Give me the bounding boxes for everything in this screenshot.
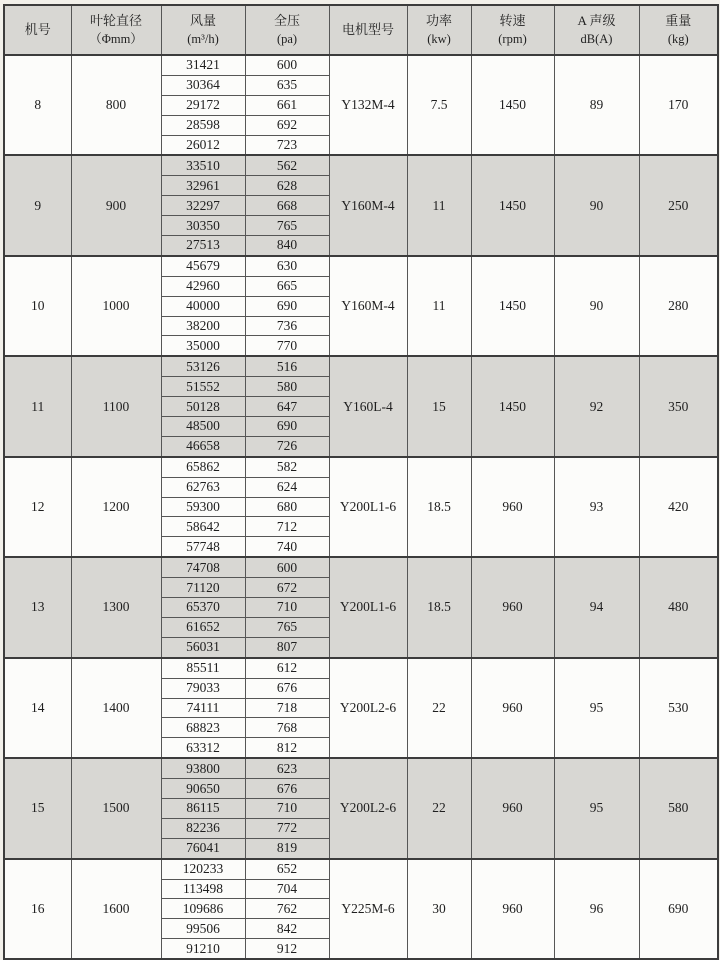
cell-air-volume: 32961 (161, 176, 245, 196)
table-row (4, 758, 718, 778)
header-label: 功率 (425, 12, 452, 28)
header-total-pressure (245, 5, 329, 55)
cell-air-volume: 113498 (161, 879, 245, 899)
cell-total-pressure: 840 (245, 236, 329, 256)
cell-impeller-diameter: 1400 (71, 658, 161, 758)
cell-air-volume: 28598 (161, 115, 245, 135)
cell-power: 22 (407, 658, 471, 758)
cell-total-pressure: 770 (245, 336, 329, 356)
cell-total-pressure: 623 (245, 758, 329, 778)
cell-speed: 960 (471, 658, 554, 758)
cell-motor-model: Y160L-4 (329, 356, 407, 456)
cell-air-volume: 90650 (161, 779, 245, 799)
cell-power: 18.5 (407, 457, 471, 557)
cell-power: 18.5 (407, 557, 471, 657)
header-air-volume (161, 5, 245, 55)
cell-motor-model: Y200L1-6 (329, 457, 407, 557)
cell-motor-model: Y225M-6 (329, 859, 407, 959)
cell-speed: 1450 (471, 155, 554, 255)
cell-total-pressure: 712 (245, 517, 329, 537)
cell-air-volume: 62763 (161, 477, 245, 497)
cell-motor-model: Y132M-4 (329, 55, 407, 155)
table-row (4, 557, 718, 577)
cell-impeller-diameter: 1600 (71, 859, 161, 959)
cell-motor-model: Y200L2-6 (329, 658, 407, 758)
cell-air-volume: 82236 (161, 818, 245, 838)
cell-machine-no: 11 (4, 356, 71, 456)
cell-air-volume: 85511 (161, 658, 245, 678)
cell-sound-level: 89 (554, 55, 639, 155)
cell-total-pressure: 842 (245, 919, 329, 939)
cell-total-pressure: 672 (245, 578, 329, 598)
cell-sound-level: 93 (554, 457, 639, 557)
cell-speed: 960 (471, 457, 554, 557)
cell-machine-no: 8 (4, 55, 71, 155)
cell-impeller-diameter: 900 (71, 155, 161, 255)
cell-speed: 960 (471, 758, 554, 858)
cell-air-volume: 35000 (161, 336, 245, 356)
cell-air-volume: 71120 (161, 578, 245, 598)
cell-total-pressure: 710 (245, 798, 329, 818)
cell-total-pressure: 726 (245, 436, 329, 456)
cell-total-pressure: 582 (245, 457, 329, 477)
cell-speed: 960 (471, 859, 554, 959)
cell-air-volume: 31421 (161, 55, 245, 75)
cell-motor-model: Y200L1-6 (329, 557, 407, 657)
cell-air-volume: 93800 (161, 758, 245, 778)
cell-impeller-diameter: 1000 (71, 256, 161, 356)
cell-weight: 480 (639, 557, 718, 657)
cell-total-pressure: 628 (245, 176, 329, 196)
cell-total-pressure: 516 (245, 356, 329, 376)
cell-weight: 580 (639, 758, 718, 858)
cell-impeller-diameter: 1300 (71, 557, 161, 657)
cell-air-volume: 58642 (161, 517, 245, 537)
cell-total-pressure: 630 (245, 256, 329, 276)
fan-spec-table-container (3, 4, 719, 960)
cell-total-pressure: 740 (245, 537, 329, 557)
cell-total-pressure: 600 (245, 55, 329, 75)
header-unit: (rpm) (498, 32, 527, 47)
cell-machine-no: 13 (4, 557, 71, 657)
header-label: 风量 (189, 12, 216, 28)
cell-air-volume: 86115 (161, 798, 245, 818)
header-label: 电机型号 (341, 21, 394, 37)
cell-air-volume: 53126 (161, 356, 245, 376)
cell-air-volume: 99506 (161, 919, 245, 939)
table-row (4, 658, 718, 678)
header-impeller-diameter (71, 5, 161, 55)
cell-air-volume: 65370 (161, 598, 245, 618)
cell-weight: 690 (639, 859, 718, 959)
cell-air-volume: 33510 (161, 155, 245, 175)
header-unit: （Φmm） (89, 32, 143, 47)
cell-weight: 280 (639, 256, 718, 356)
cell-air-volume: 76041 (161, 838, 245, 858)
cell-total-pressure: 690 (245, 417, 329, 437)
cell-air-volume: 30350 (161, 216, 245, 236)
cell-air-volume: 26012 (161, 135, 245, 155)
cell-total-pressure: 624 (245, 477, 329, 497)
header-unit: (kw) (427, 32, 451, 47)
cell-air-volume: 63312 (161, 738, 245, 758)
cell-total-pressure: 680 (245, 497, 329, 517)
cell-air-volume: 30364 (161, 75, 245, 95)
cell-air-volume: 79033 (161, 678, 245, 698)
table-body (4, 55, 718, 959)
cell-total-pressure: 665 (245, 276, 329, 296)
cell-speed: 1450 (471, 356, 554, 456)
cell-power: 7.5 (407, 55, 471, 155)
cell-sound-level: 90 (554, 256, 639, 356)
cell-total-pressure: 762 (245, 899, 329, 919)
cell-air-volume: 91210 (161, 939, 245, 959)
cell-air-volume: 57748 (161, 537, 245, 557)
cell-total-pressure: 612 (245, 658, 329, 678)
cell-sound-level: 90 (554, 155, 639, 255)
cell-power: 30 (407, 859, 471, 959)
cell-total-pressure: 723 (245, 135, 329, 155)
cell-speed: 1450 (471, 55, 554, 155)
cell-total-pressure: 661 (245, 95, 329, 115)
cell-total-pressure: 647 (245, 397, 329, 417)
cell-total-pressure: 676 (245, 779, 329, 799)
table-row (4, 155, 718, 175)
header-sound-level (554, 5, 639, 55)
cell-air-volume: 29172 (161, 95, 245, 115)
cell-total-pressure: 710 (245, 598, 329, 618)
cell-speed: 1450 (471, 256, 554, 356)
table-header (4, 5, 718, 55)
cell-total-pressure: 692 (245, 115, 329, 135)
cell-impeller-diameter: 1100 (71, 356, 161, 456)
cell-machine-no: 14 (4, 658, 71, 758)
cell-machine-no: 12 (4, 457, 71, 557)
header-motor-model (329, 5, 407, 55)
cell-total-pressure: 690 (245, 296, 329, 316)
fan-spec-table (3, 4, 719, 960)
table-row (4, 457, 718, 477)
cell-air-volume: 38200 (161, 316, 245, 336)
header-unit: dB(A) (580, 32, 613, 47)
cell-weight: 420 (639, 457, 718, 557)
header-weight (639, 5, 718, 55)
header-machine-no (4, 5, 71, 55)
header-label: 转速 (499, 12, 526, 28)
cell-machine-no: 9 (4, 155, 71, 255)
table-row (4, 256, 718, 276)
cell-total-pressure: 807 (245, 637, 329, 657)
header-unit: (kg) (667, 32, 689, 47)
cell-air-volume: 46658 (161, 436, 245, 456)
cell-total-pressure: 768 (245, 718, 329, 738)
table-row (4, 55, 718, 75)
header-row (4, 5, 718, 55)
cell-air-volume: 40000 (161, 296, 245, 316)
cell-total-pressure: 562 (245, 155, 329, 175)
cell-weight: 530 (639, 658, 718, 758)
cell-air-volume: 50128 (161, 397, 245, 417)
cell-total-pressure: 600 (245, 557, 329, 577)
cell-air-volume: 59300 (161, 497, 245, 517)
cell-power: 22 (407, 758, 471, 858)
cell-air-volume: 48500 (161, 417, 245, 437)
cell-air-volume: 65862 (161, 457, 245, 477)
cell-machine-no: 16 (4, 859, 71, 959)
cell-impeller-diameter: 1500 (71, 758, 161, 858)
cell-power: 11 (407, 256, 471, 356)
cell-impeller-diameter: 800 (71, 55, 161, 155)
table-row (4, 356, 718, 376)
cell-air-volume: 74708 (161, 557, 245, 577)
cell-motor-model: Y160M-4 (329, 256, 407, 356)
cell-total-pressure: 812 (245, 738, 329, 758)
cell-weight: 350 (639, 356, 718, 456)
cell-total-pressure: 580 (245, 377, 329, 397)
cell-total-pressure: 652 (245, 859, 329, 879)
cell-machine-no: 15 (4, 758, 71, 858)
cell-air-volume: 51552 (161, 377, 245, 397)
cell-air-volume: 32297 (161, 196, 245, 216)
header-power (407, 5, 471, 55)
cell-air-volume: 68823 (161, 718, 245, 738)
header-label: 叶轮直径 (89, 12, 142, 28)
cell-speed: 960 (471, 557, 554, 657)
header-label: 全压 (273, 12, 300, 28)
header-unit: (pa) (276, 32, 298, 47)
cell-total-pressure: 676 (245, 678, 329, 698)
cell-total-pressure: 668 (245, 196, 329, 216)
header-label: 重量 (665, 12, 692, 28)
cell-total-pressure: 718 (245, 698, 329, 718)
cell-sound-level: 95 (554, 758, 639, 858)
cell-total-pressure: 736 (245, 316, 329, 336)
header-label: A 声级 (577, 12, 616, 28)
cell-total-pressure: 772 (245, 818, 329, 838)
cell-air-volume: 109686 (161, 899, 245, 919)
cell-sound-level: 92 (554, 356, 639, 456)
cell-weight: 170 (639, 55, 718, 155)
cell-air-volume: 56031 (161, 637, 245, 657)
cell-weight: 250 (639, 155, 718, 255)
cell-total-pressure: 704 (245, 879, 329, 899)
cell-power: 15 (407, 356, 471, 456)
header-unit: (m³/h) (187, 32, 219, 47)
cell-total-pressure: 912 (245, 939, 329, 959)
cell-impeller-diameter: 1200 (71, 457, 161, 557)
cell-sound-level: 95 (554, 658, 639, 758)
header-label: 机号 (24, 21, 51, 37)
cell-total-pressure: 765 (245, 216, 329, 236)
cell-total-pressure: 819 (245, 838, 329, 858)
cell-air-volume: 120233 (161, 859, 245, 879)
cell-air-volume: 74111 (161, 698, 245, 718)
cell-sound-level: 94 (554, 557, 639, 657)
cell-power: 11 (407, 155, 471, 255)
cell-air-volume: 42960 (161, 276, 245, 296)
cell-sound-level: 96 (554, 859, 639, 959)
cell-motor-model: Y200L2-6 (329, 758, 407, 858)
cell-machine-no: 10 (4, 256, 71, 356)
cell-air-volume: 45679 (161, 256, 245, 276)
cell-air-volume: 61652 (161, 617, 245, 637)
cell-total-pressure: 765 (245, 617, 329, 637)
cell-total-pressure: 635 (245, 75, 329, 95)
table-row (4, 859, 718, 879)
cell-air-volume: 27513 (161, 236, 245, 256)
header-speed (471, 5, 554, 55)
cell-motor-model: Y160M-4 (329, 155, 407, 255)
